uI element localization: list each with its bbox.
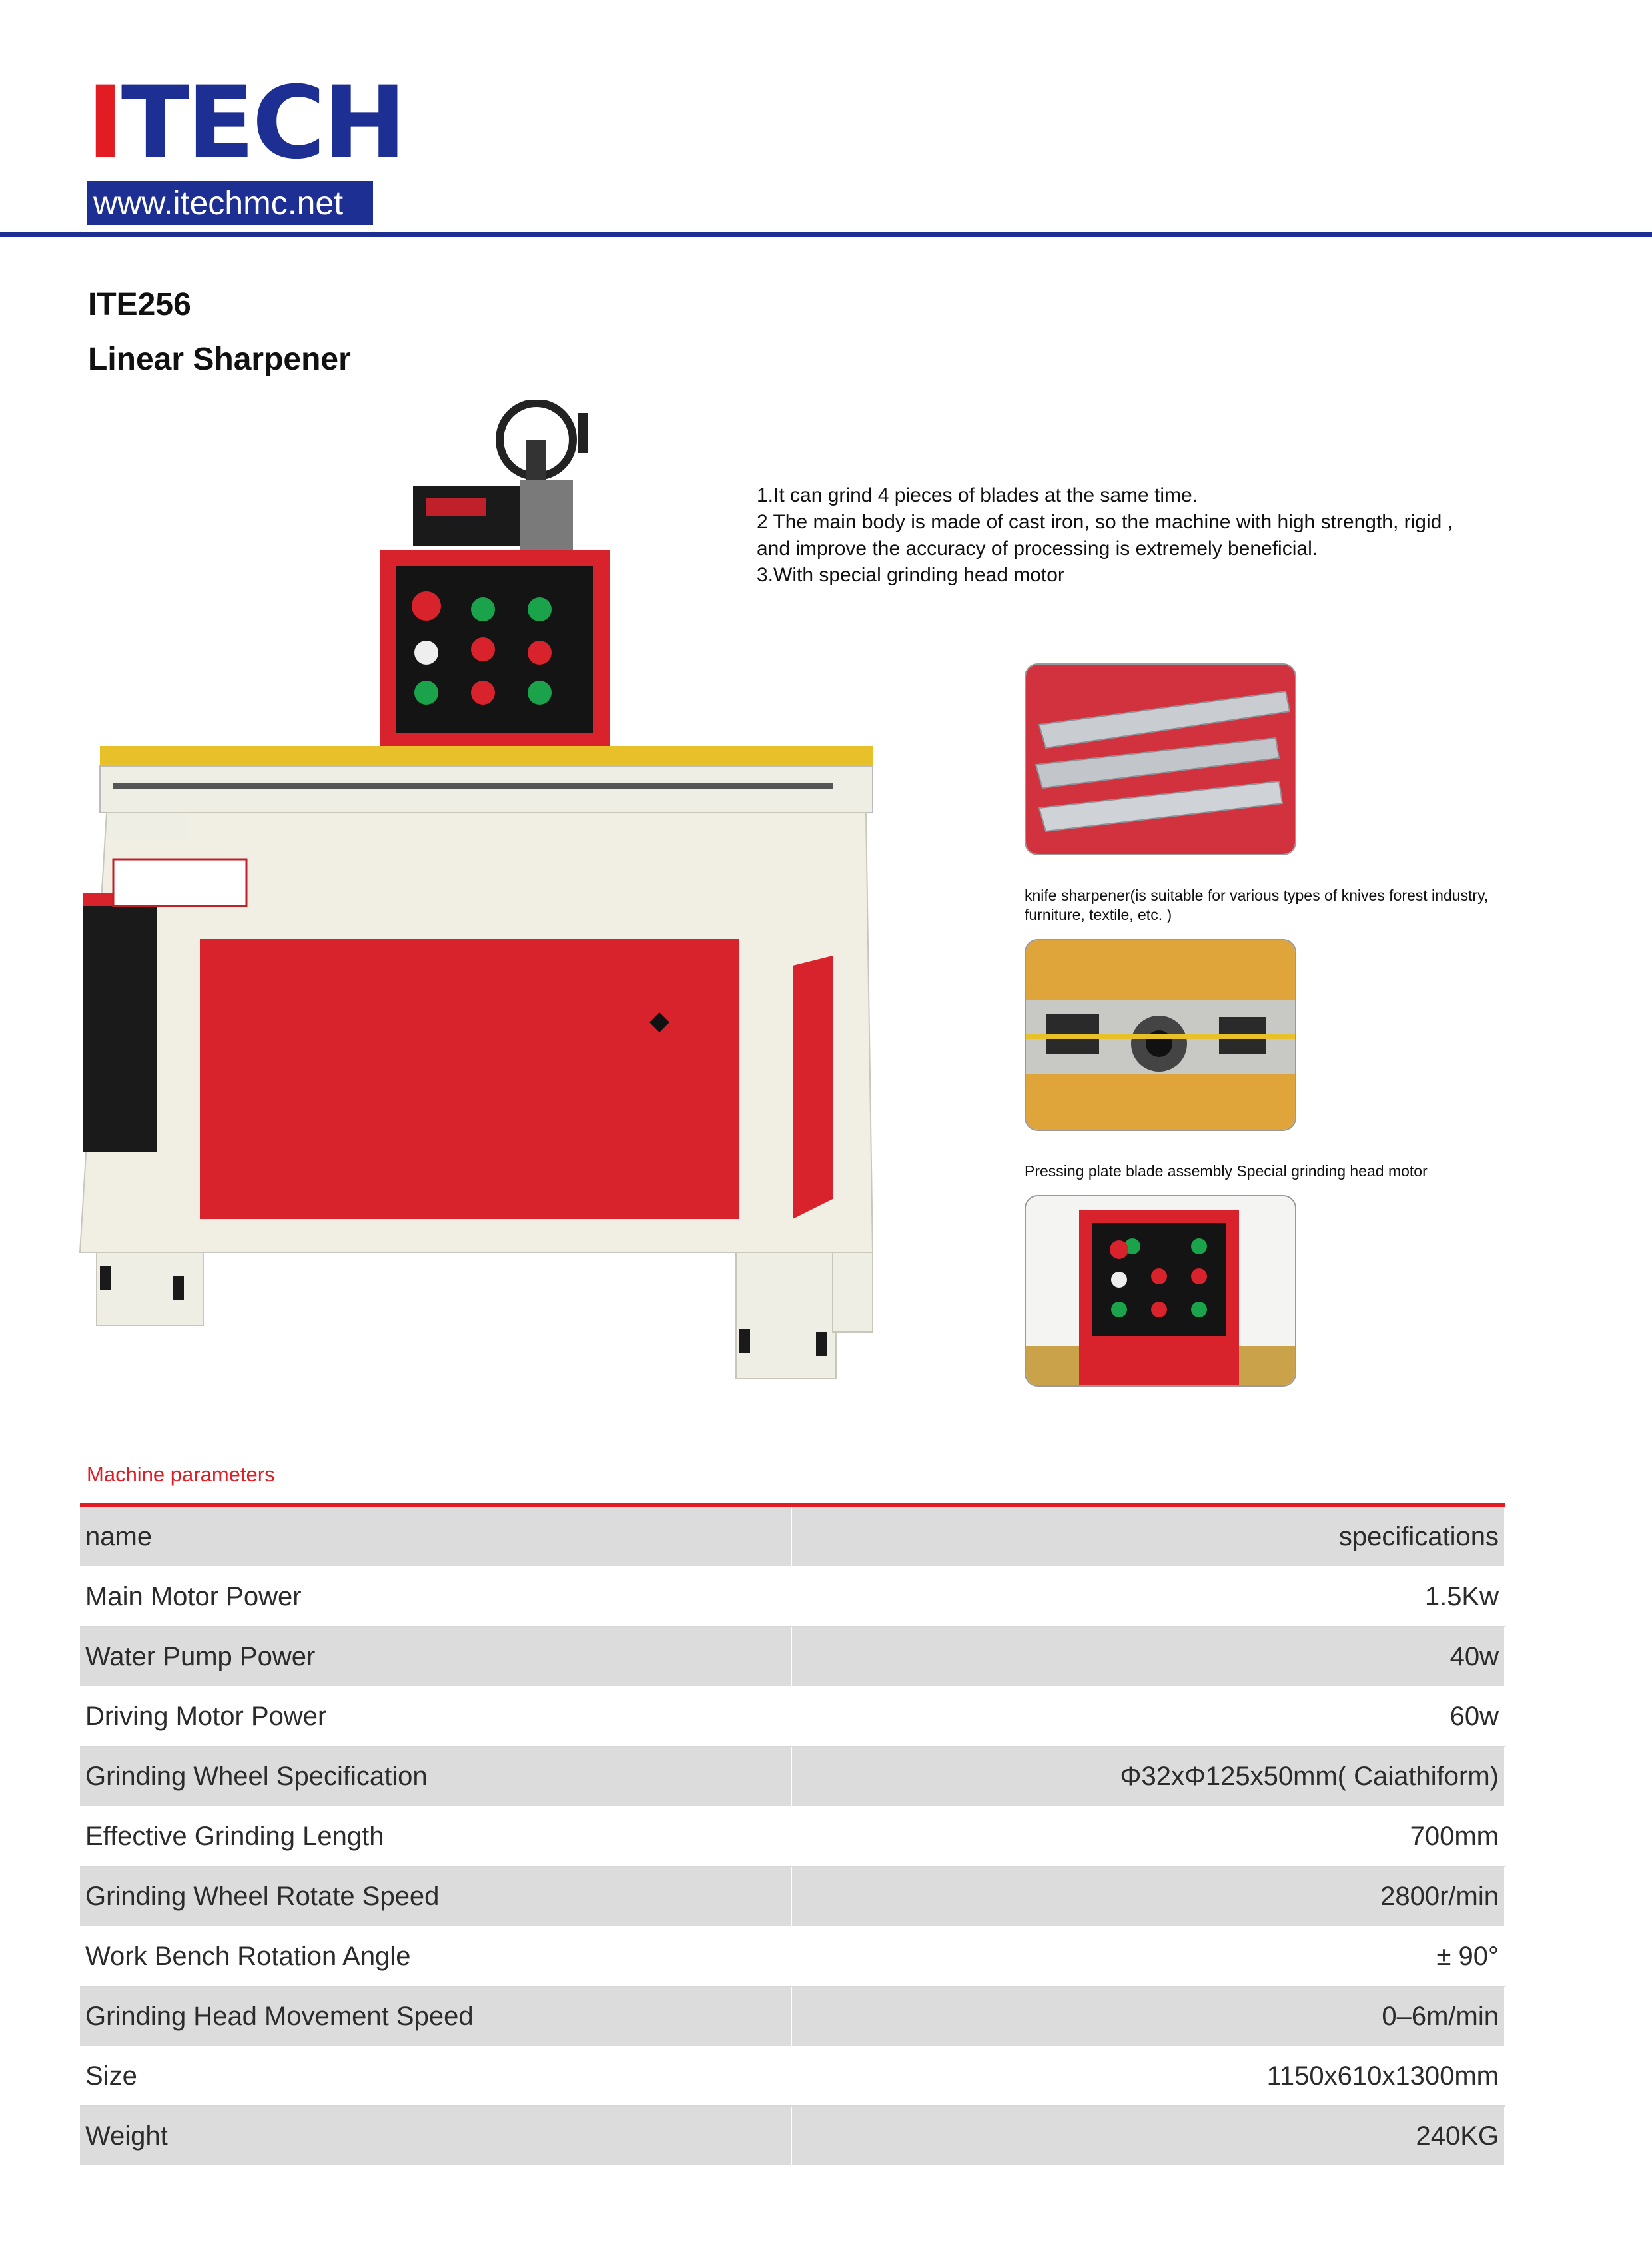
param-value: 2800r/min — [791, 1866, 1505, 1926]
table-row — [80, 1866, 1505, 1926]
param-name: Main Motor Power — [80, 1567, 791, 1627]
handwheel-icon — [500, 403, 588, 493]
company-logo — [87, 65, 404, 225]
param-value: 40w — [791, 1627, 1505, 1686]
param-value: 1150x610x1300mm — [791, 2046, 1505, 2106]
table-row — [80, 2046, 1505, 2106]
param-value: 700mm — [791, 1806, 1505, 1866]
param-name: Grinding Head Movement Speed — [80, 1986, 791, 2046]
param-value: 60w — [791, 1686, 1505, 1746]
pressing-plate-caption: Pressing plate blade assembly Special grinding head motor — [1025, 1162, 1428, 1180]
param-value: ± 90° — [791, 1926, 1505, 1986]
param-name: Weight — [80, 2106, 791, 2166]
param-name: Size — [80, 2046, 791, 2106]
table-row — [80, 1746, 1505, 1806]
product-title: Linear Sharpener — [88, 342, 351, 377]
param-name: Driving Motor Power — [80, 1686, 791, 1746]
product-model: ITE256 — [88, 287, 191, 322]
table-row — [80, 1686, 1505, 1746]
feature-line: and improve the accuracy of processing is extremely beneficial. — [757, 538, 1318, 560]
header-divider — [0, 232, 1652, 237]
table-row — [80, 1806, 1505, 1866]
parameters-table — [80, 1507, 1505, 2167]
feature-line: 1.It can grind 4 pieces of blades at the same time. — [757, 484, 1198, 506]
param-value: 1.5Kw — [791, 1567, 1505, 1627]
parameters-title: Machine parameters — [87, 1463, 275, 1486]
table-row — [80, 1926, 1505, 1986]
control-panel-photo — [1025, 1195, 1296, 1387]
blades-caption: knife sharpener(is suitable for various types of knives forest industry, furniture, textile, etc. ) — [1025, 887, 1489, 923]
param-name: Work Bench Rotation Angle — [80, 1926, 791, 1986]
feature-line: 2 The main body is made of cast iron, so the machine with high strength, rigid , — [757, 511, 1453, 533]
logo-wordmark: ITECH — [87, 65, 404, 181]
param-name: Water Pump Power — [80, 1627, 791, 1686]
table-header-row — [80, 1507, 1505, 1567]
table-row — [80, 1567, 1505, 1627]
pressing-plate-photo — [1025, 939, 1296, 1131]
column-header-spec: specifications — [791, 1507, 1505, 1567]
website-url: www.itechmc.net — [87, 181, 373, 225]
param-value: 240KG — [791, 2106, 1505, 2166]
table-row — [80, 1627, 1505, 1686]
param-value: Φ32xΦ125x50mm( Caiathiform) — [791, 1746, 1505, 1806]
param-name: Grinding Wheel Rotate Speed — [80, 1866, 791, 1926]
param-name: Effective Grinding Length — [80, 1806, 791, 1866]
blades-photo — [1025, 663, 1296, 855]
param-value: 0–6m/min — [791, 1986, 1505, 2046]
feature-list — [757, 482, 1556, 589]
table-row — [80, 1986, 1505, 2046]
table-row — [80, 2106, 1505, 2166]
parameters-divider — [80, 1503, 1505, 1507]
column-header-name: name — [80, 1507, 791, 1567]
feature-line: 3.With special grinding head motor — [757, 564, 1064, 586]
param-name: Grinding Wheel Specification — [80, 1746, 791, 1806]
